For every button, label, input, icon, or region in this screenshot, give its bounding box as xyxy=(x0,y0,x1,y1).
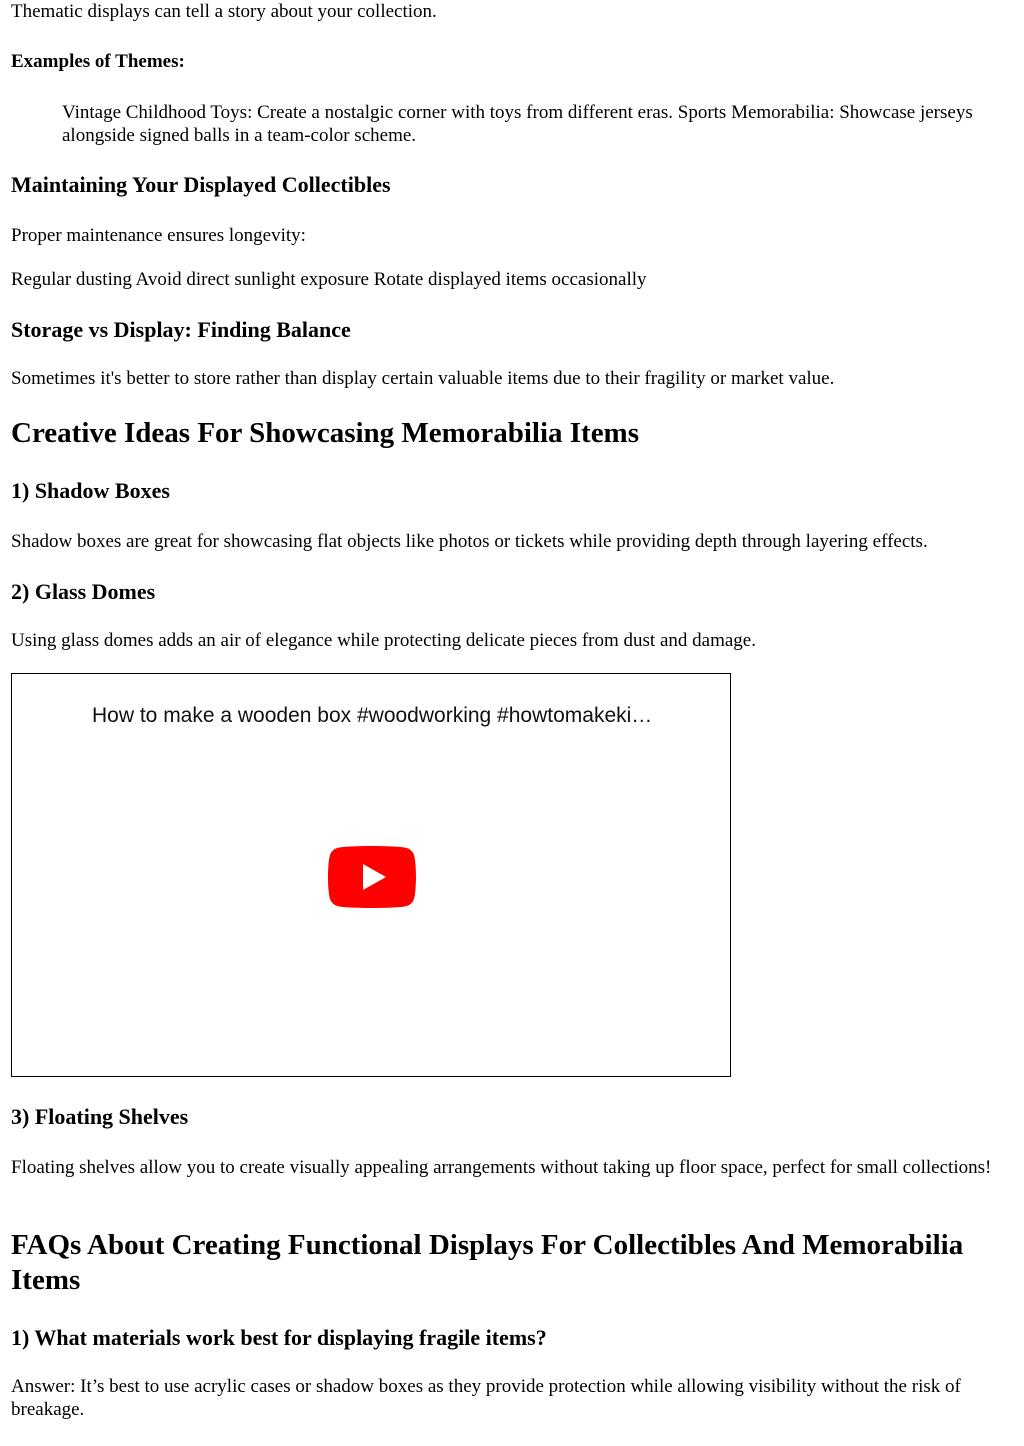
video-title[interactable]: How to make a wooden box #woodworking #howtomakeki… xyxy=(92,704,653,727)
faq-answer-1: Answer: It’s best to use acrylic cases or shadow boxes as they provide protection while allowing visibility without the risk of breakage. xyxy=(11,1376,961,1420)
maintaining-paragraph: Proper maintenance ensures longevity: xyxy=(11,225,306,246)
faq-question-1: 1) What materials work best for displaying fragile items? xyxy=(11,1325,547,1350)
faqs-heading: FAQs About Creating Functional Displays For Collectibles And Memorabilia Items xyxy=(11,1229,964,1296)
examples-label: Examples of Themes: xyxy=(11,51,185,72)
maintaining-heading: Maintaining Your Displayed Collectibles xyxy=(11,172,391,197)
maintaining-tips: Regular dusting Avoid direct sunlight exposure Rotate displayed items occasionally xyxy=(11,269,647,290)
glass-domes-heading: 2) Glass Domes xyxy=(11,579,156,604)
storage-paragraph: Sometimes it's better to store rather than display certain valuable items due to their fragility or market value. xyxy=(11,368,835,389)
shadow-boxes-paragraph: Shadow boxes are great for showcasing flat objects like photos or tickets while providing depth through layering effects. xyxy=(11,531,928,552)
video-embed[interactable] xyxy=(11,673,731,1077)
creative-heading: Creative Ideas For Showcasing Memorabilia Items xyxy=(11,417,640,449)
floating-shelves-heading: 3) Floating Shelves xyxy=(11,1104,189,1129)
examples-blockquote: Vintage Childhood Toys: Create a nostalgic corner with toys from different eras. Sports Memorabilia: Showcase jerseys alongside signed balls in a team-color scheme. xyxy=(62,102,973,146)
youtube-play-icon[interactable] xyxy=(328,846,416,908)
floating-shelves-paragraph: Floating shelves allow you to create visually appealing arrangements without taking up floor space, perfect for small collections! xyxy=(11,1157,992,1178)
shadow-boxes-heading: 1) Shadow Boxes xyxy=(11,478,170,503)
intro-paragraph: Thematic displays can tell a story about your collection. xyxy=(11,1,437,22)
glass-domes-paragraph: Using glass domes adds an air of elegance while protecting delicate pieces from dust and damage. xyxy=(11,630,756,651)
storage-heading: Storage vs Display: Finding Balance xyxy=(11,317,351,342)
